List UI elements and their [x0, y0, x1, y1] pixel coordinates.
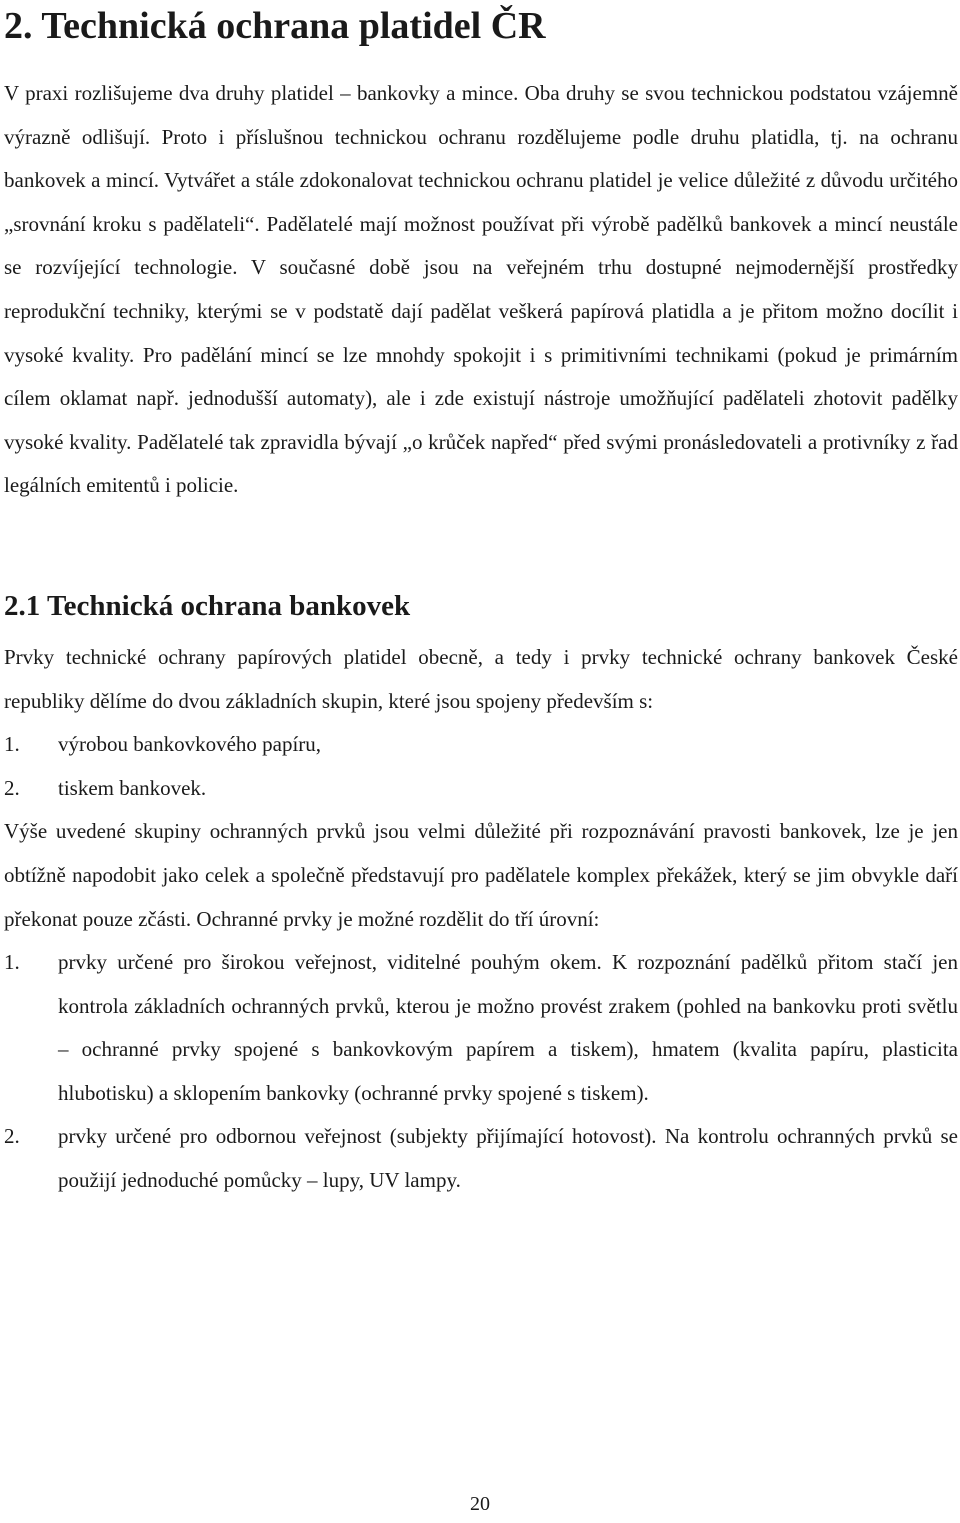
list-item: [4, 1115, 958, 1202]
list-item-number: 1.: [4, 950, 20, 975]
production-groups-list: [4, 723, 958, 810]
list-item: [4, 723, 958, 767]
section-paragraph-1: Prvky technické ochrany papírových platidel obecně, a tedy i prvky technické ochrany bankovek České republiky dělíme do dvou základních skupin, které jsou spojeny především s:: [4, 644, 958, 713]
list-item-number: 1.: [4, 732, 20, 757]
list-item: [4, 767, 958, 811]
list-item-number: 2.: [4, 1124, 20, 1149]
page-number: 20: [470, 1493, 490, 1515]
list-item-text: tiskem bankovek.: [58, 775, 207, 800]
list-item-text: výrobou bankovkového papíru,: [58, 732, 322, 757]
section-paragraph-2: Výše uvedené skupiny ochranných prvků jsou velmi důležité při rozpoznávání pravosti bankovek, lze je jen obtížně napodobit jako celek a společně představují pro padělatele komplex překážek, který se jim obvykle daří překonat pouze zčásti. Ochranné prvky je možné rozdělit do tří úrovní:: [4, 819, 958, 931]
list-item-number: 2.: [4, 775, 20, 800]
list-item-text: prvky určené pro širokou veřejnost, viditelné pouhým okem. K rozpoznání padělků přitom stačí jen kontrola základních ochranných prvků, kterou je možno provést zrakem (pohled na bankovku proti světlu – ochranné prvky spojené s bankovkovým papírem a tiskem), hmatem (kvalita papíru, plasticita hlubotisku) a sklopením bankovky (ochranné prvky spojené s tiskem).: [58, 950, 958, 1105]
chapter-intro-paragraph: V praxi rozlišujeme dva druhy platidel – bankovky a mince. Oba druhy se svou technickou podstatou vzájemně výrazně odlišují. Proto i příslušnou technickou ochranu rozdělujeme podle druhu platidla, tj. na ochranu bankovek a mincí. Vytvářet a stále zdokonalovat technickou ochranu platidel je velice důležité z důvodu určitého „srovnání kroku s padělateli“. Padělatelé mají možnost používat při výrobě padělků bankovek a mincí neustále se rozvíjející technologie. V současné době jsou na veřejném trhu dostupné nejmodernější prostředky reprodukční techniky, kterými se v podstatě dají padělat veškerá papírová platidla a je přitom možno docílit i vysoké kvality. Pro padělání mincí se lze mnohdy spokojit i s primitivními technikami (pokud je primárním cílem oklamat např. jednodušší automaty), ale i zde existují nástroje umožňující padělateli zhotovit padělky vysoké kvality. Padělatelé tak zpravidla bývají „o krůček napřed“ před svými pronásledovateli a protivníky z řad legálních emitentů i policie.: [4, 81, 958, 498]
chapter-title: 2. Technická ochrana platidel ČR: [4, 5, 546, 47]
list-item: [4, 941, 958, 1115]
list-item-text: prvky určené pro odbornou veřejnost (subjekty přijímající hotovost). Na kontrolu ochranných prvků se použijí jednoduché pomůcky – lupy, UV lampy.: [58, 1124, 958, 1193]
document-page: [4, 0, 958, 1203]
protection-levels-list: [4, 941, 958, 1203]
section-title: 2.1 Technická ochrana bankovek: [4, 589, 411, 622]
